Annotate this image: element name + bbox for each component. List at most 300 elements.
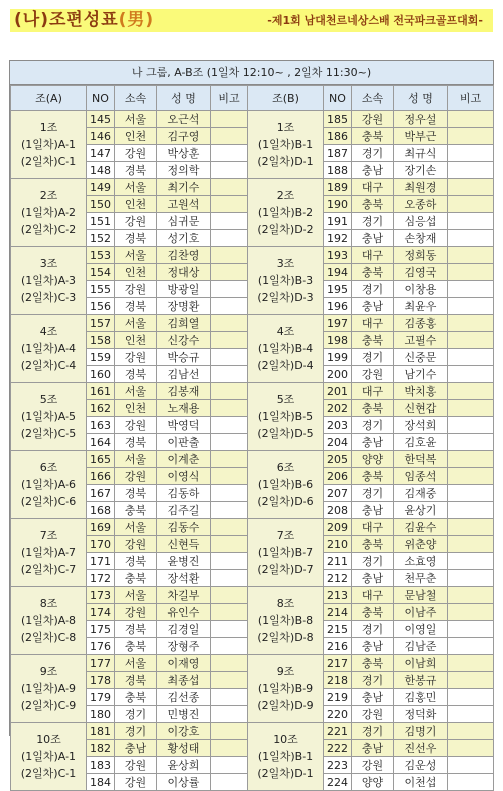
player-note	[211, 400, 248, 417]
player-no: 209	[324, 519, 352, 536]
player-note	[211, 196, 248, 213]
player-note	[448, 502, 494, 519]
player-name: 남기수	[394, 366, 448, 383]
player-name: 김홍민	[394, 689, 448, 706]
player-no: 148	[87, 162, 115, 179]
group-b-num: 7조	[276, 529, 295, 542]
player-name: 위춘양	[394, 536, 448, 553]
player-name: 김주길	[157, 502, 211, 519]
group-a-cell	[11, 519, 87, 587]
player-affiliation: 충남	[352, 162, 394, 179]
player-no: 221	[324, 723, 352, 740]
group-a-num: 2조	[39, 189, 58, 202]
player-note	[448, 417, 494, 434]
group-b-day2: (2일차)D-5	[257, 427, 314, 440]
player-no: 175	[87, 621, 115, 638]
player-affiliation: 경기	[352, 417, 394, 434]
player-name: 김구영	[157, 128, 211, 145]
group-a-day2: (2일차)C-7	[20, 563, 77, 576]
player-affiliation: 대구	[352, 383, 394, 400]
player-note	[211, 451, 248, 468]
player-affiliation: 대구	[352, 315, 394, 332]
player-affiliation: 경북	[115, 434, 157, 451]
player-no: 200	[324, 366, 352, 383]
player-no: 189	[324, 179, 352, 196]
group-b-num: 10조	[273, 733, 298, 746]
player-no: 206	[324, 468, 352, 485]
group-b-day1: (1일차)B-1	[257, 750, 314, 763]
player-note	[211, 519, 248, 536]
player-affiliation: 강원	[352, 757, 394, 774]
player-name: 차길부	[157, 587, 211, 604]
col-group-a: 조(A)	[11, 86, 87, 111]
player-name: 최윤우	[394, 298, 448, 315]
player-note	[211, 570, 248, 587]
player-affiliation: 강원	[352, 366, 394, 383]
group-b-day1: (1일차)B-2	[257, 206, 314, 219]
player-note	[211, 349, 248, 366]
player-name: 이재영	[157, 655, 211, 672]
player-note	[211, 417, 248, 434]
player-no: 180	[87, 706, 115, 723]
player-no: 152	[87, 230, 115, 247]
group-a-day1: (1일차)A-6	[20, 478, 77, 491]
player-note	[211, 740, 248, 757]
player-affiliation: 경기	[352, 349, 394, 366]
player-note	[211, 638, 248, 655]
player-note	[211, 366, 248, 383]
group-a-num: 9조	[39, 665, 58, 678]
player-no: 160	[87, 366, 115, 383]
player-name: 심응섭	[394, 213, 448, 230]
player-no: 168	[87, 502, 115, 519]
player-note	[448, 298, 494, 315]
player-name: 김남선	[157, 366, 211, 383]
player-name: 이영일	[394, 621, 448, 638]
player-note	[448, 383, 494, 400]
group-b-day1: (1일차)B-9	[257, 682, 314, 695]
player-name: 이계춘	[157, 451, 211, 468]
player-affiliation: 경기	[115, 723, 157, 740]
group-b-cell	[248, 587, 324, 655]
col-name: 성 명	[157, 86, 211, 111]
group-b-day2: (2일차)D-2	[257, 223, 314, 236]
group-b-num: 6조	[276, 461, 295, 474]
player-no: 205	[324, 451, 352, 468]
group-b-day2: (2일차)D-9	[257, 699, 314, 712]
player-note	[211, 128, 248, 145]
player-name: 김찬영	[157, 247, 211, 264]
col-affiliation: 소속	[115, 86, 157, 111]
group-a-num: 10조	[36, 733, 61, 746]
player-name: 김운성	[394, 757, 448, 774]
player-name: 김동하	[157, 485, 211, 502]
player-name: 이남주	[394, 604, 448, 621]
player-name: 박치홍	[394, 383, 448, 400]
player-affiliation: 충남	[352, 638, 394, 655]
player-note	[448, 604, 494, 621]
group-a-day2: (2일차)C-2	[20, 223, 77, 236]
group-a-cell	[11, 315, 87, 383]
player-affiliation: 충남	[352, 502, 394, 519]
player-name: 최원경	[394, 179, 448, 196]
player-note	[211, 162, 248, 179]
player-no: 170	[87, 536, 115, 553]
player-no: 184	[87, 774, 115, 791]
player-name: 김봉재	[157, 383, 211, 400]
group-a-day2: (2일차)C-1	[20, 767, 77, 780]
player-note	[211, 502, 248, 519]
table-row	[11, 315, 494, 332]
player-name: 장형주	[157, 638, 211, 655]
player-note	[211, 434, 248, 451]
table-row	[11, 451, 494, 468]
player-name: 한봉규	[394, 672, 448, 689]
player-no: 167	[87, 485, 115, 502]
group-b-cell	[248, 723, 324, 791]
group-b-day1: (1일차)B-5	[257, 410, 314, 423]
player-note	[448, 196, 494, 213]
player-affiliation: 강원	[115, 468, 157, 485]
player-note	[448, 485, 494, 502]
player-name: 신강수	[157, 332, 211, 349]
player-note	[448, 451, 494, 468]
player-note	[211, 145, 248, 162]
player-no: 223	[324, 757, 352, 774]
player-affiliation: 강원	[115, 536, 157, 553]
player-name: 최종섭	[157, 672, 211, 689]
player-no: 150	[87, 196, 115, 213]
player-affiliation: 경기	[352, 145, 394, 162]
player-note	[211, 672, 248, 689]
player-name: 정우설	[394, 111, 448, 128]
player-no: 208	[324, 502, 352, 519]
player-note	[448, 672, 494, 689]
player-name: 손창재	[394, 230, 448, 247]
player-name: 민병진	[157, 706, 211, 723]
player-note	[448, 774, 494, 791]
group-a-day1: (1일차)A-7	[20, 546, 77, 559]
player-name: 김동수	[157, 519, 211, 536]
group-b-day2: (2일차)D-7	[257, 563, 314, 576]
player-no: 190	[324, 196, 352, 213]
player-no: 185	[324, 111, 352, 128]
group-b-cell	[248, 383, 324, 451]
player-no: 165	[87, 451, 115, 468]
player-note	[448, 570, 494, 587]
player-affiliation: 충북	[352, 536, 394, 553]
player-affiliation: 인천	[115, 332, 157, 349]
player-note	[448, 468, 494, 485]
player-name: 신현갑	[394, 400, 448, 417]
player-note	[448, 723, 494, 740]
player-affiliation: 경기	[352, 723, 394, 740]
player-no: 219	[324, 689, 352, 706]
player-no: 178	[87, 672, 115, 689]
col-affiliation: 소속	[352, 86, 394, 111]
group-b-cell	[248, 111, 324, 179]
player-name: 김남준	[394, 638, 448, 655]
player-note	[448, 587, 494, 604]
player-affiliation: 서울	[115, 383, 157, 400]
player-affiliation: 인천	[115, 128, 157, 145]
player-name: 장석환	[157, 570, 211, 587]
player-affiliation: 경기	[352, 553, 394, 570]
title-bar	[10, 9, 493, 32]
player-affiliation: 서울	[115, 315, 157, 332]
player-affiliation: 충북	[352, 196, 394, 213]
page-subtitle: -제1회 남대천르네상스배 전국파크골프대회-	[267, 14, 483, 27]
player-affiliation: 충북	[115, 502, 157, 519]
player-affiliation: 충남	[352, 689, 394, 706]
group-b-day1: (1일차)B-8	[257, 614, 314, 627]
player-affiliation: 경북	[115, 298, 157, 315]
player-affiliation: 대구	[352, 519, 394, 536]
player-note	[448, 332, 494, 349]
table-row	[11, 723, 494, 740]
group-a-num: 6조	[39, 461, 58, 474]
player-no: 156	[87, 298, 115, 315]
player-name: 김선종	[157, 689, 211, 706]
player-affiliation: 충남	[115, 740, 157, 757]
player-affiliation: 인천	[115, 196, 157, 213]
player-no: 217	[324, 655, 352, 672]
player-name: 이강호	[157, 723, 211, 740]
player-note	[448, 536, 494, 553]
player-name: 김영국	[394, 264, 448, 281]
player-affiliation: 충남	[352, 434, 394, 451]
player-affiliation: 충북	[352, 655, 394, 672]
player-no: 157	[87, 315, 115, 332]
player-name: 한덕복	[394, 451, 448, 468]
player-note	[448, 128, 494, 145]
player-no: 218	[324, 672, 352, 689]
player-note	[448, 111, 494, 128]
player-affiliation: 경북	[115, 366, 157, 383]
player-note	[211, 468, 248, 485]
player-affiliation: 강원	[115, 604, 157, 621]
player-note	[448, 400, 494, 417]
player-name: 장기손	[394, 162, 448, 179]
player-name: 이영식	[157, 468, 211, 485]
group-b-day2: (2일차)D-6	[257, 495, 314, 508]
group-a-cell	[11, 587, 87, 655]
group-b-num: 2조	[276, 189, 295, 202]
player-affiliation: 경기	[352, 672, 394, 689]
group-a-num: 3조	[39, 257, 58, 270]
group-a-day1: (1일차)A-9	[20, 682, 77, 695]
player-no: 187	[324, 145, 352, 162]
player-no: 146	[87, 128, 115, 145]
table-row	[11, 519, 494, 536]
player-note	[211, 757, 248, 774]
group-b-day2: (2일차)D-1	[257, 155, 314, 168]
group-a-cell	[11, 451, 87, 519]
table-row	[11, 111, 494, 128]
player-no: 220	[324, 706, 352, 723]
player-note	[448, 434, 494, 451]
player-name: 정덕화	[394, 706, 448, 723]
player-name: 이남희	[394, 655, 448, 672]
player-name: 김희열	[157, 315, 211, 332]
player-name: 고필수	[394, 332, 448, 349]
player-no: 212	[324, 570, 352, 587]
player-name: 신현득	[157, 536, 211, 553]
player-note	[448, 638, 494, 655]
player-name: 진선우	[394, 740, 448, 757]
player-no: 183	[87, 757, 115, 774]
player-affiliation: 경기	[352, 281, 394, 298]
player-no: 188	[324, 162, 352, 179]
player-no: 161	[87, 383, 115, 400]
group-b-day1: (1일차)B-6	[257, 478, 314, 491]
column-header-row	[11, 86, 494, 111]
player-no: 171	[87, 553, 115, 570]
group-a-day1: (1일차)A-8	[20, 614, 77, 627]
player-affiliation: 강원	[115, 774, 157, 791]
player-no: 201	[324, 383, 352, 400]
player-note	[448, 706, 494, 723]
player-no: 177	[87, 655, 115, 672]
group-b-day1: (1일차)B-4	[257, 342, 314, 355]
player-name: 김종홍	[394, 315, 448, 332]
player-no: 207	[324, 485, 352, 502]
player-no: 194	[324, 264, 352, 281]
player-affiliation: 강원	[115, 417, 157, 434]
player-note	[448, 553, 494, 570]
player-name: 최규식	[394, 145, 448, 162]
group-b-day2: (2일차)D-8	[257, 631, 314, 644]
group-b-num: 1조	[276, 121, 295, 134]
player-name: 오근석	[157, 111, 211, 128]
group-a-num: 7조	[39, 529, 58, 542]
title-prefix: (나)조편성표	[14, 10, 119, 30]
group-a-cell	[11, 383, 87, 451]
group-a-num: 5조	[39, 393, 58, 406]
col-no: NO	[87, 86, 115, 111]
group-a-day1: (1일차)A-1	[20, 138, 77, 151]
title-accent: (男)	[118, 10, 155, 30]
player-affiliation: 서울	[115, 655, 157, 672]
player-affiliation: 대구	[352, 247, 394, 264]
player-name: 박상훈	[157, 145, 211, 162]
player-affiliation: 대구	[352, 587, 394, 604]
player-no: 147	[87, 145, 115, 162]
player-affiliation: 충남	[352, 298, 394, 315]
table-row	[11, 383, 494, 400]
player-note	[211, 774, 248, 791]
player-note	[448, 315, 494, 332]
player-note	[211, 553, 248, 570]
player-no: 213	[324, 587, 352, 604]
player-name: 방광일	[157, 281, 211, 298]
player-affiliation: 충북	[115, 570, 157, 587]
player-affiliation: 경기	[352, 621, 394, 638]
player-affiliation: 대구	[352, 179, 394, 196]
group-b-num: 9조	[276, 665, 295, 678]
player-no: 163	[87, 417, 115, 434]
player-affiliation: 강원	[115, 757, 157, 774]
player-no: 215	[324, 621, 352, 638]
player-name: 장석희	[394, 417, 448, 434]
player-affiliation: 충남	[352, 570, 394, 587]
player-no: 153	[87, 247, 115, 264]
pairing-table-body	[11, 111, 494, 791]
player-affiliation: 충북	[352, 604, 394, 621]
player-name: 임종석	[394, 468, 448, 485]
player-affiliation: 경북	[115, 230, 157, 247]
player-name: 김명기	[394, 723, 448, 740]
player-affiliation: 서울	[115, 519, 157, 536]
player-affiliation: 강원	[115, 145, 157, 162]
player-no: 162	[87, 400, 115, 417]
player-name: 박영덕	[157, 417, 211, 434]
player-note	[211, 604, 248, 621]
group-a-cell	[11, 247, 87, 315]
player-name: 이판출	[157, 434, 211, 451]
player-affiliation: 충북	[352, 264, 394, 281]
group-b-num: 4조	[276, 325, 295, 338]
player-note	[211, 298, 248, 315]
player-note	[211, 723, 248, 740]
group-b-day2: (2일차)D-1	[257, 767, 314, 780]
player-affiliation: 강원	[115, 213, 157, 230]
player-affiliation: 서울	[115, 451, 157, 468]
player-name: 신중문	[394, 349, 448, 366]
player-no: 159	[87, 349, 115, 366]
player-note	[448, 621, 494, 638]
player-affiliation: 강원	[115, 349, 157, 366]
group-a-day2: (2일차)C-4	[20, 359, 77, 372]
table-row	[11, 247, 494, 264]
group-b-cell	[248, 247, 324, 315]
player-note	[448, 519, 494, 536]
player-no: 195	[324, 281, 352, 298]
player-no: 204	[324, 434, 352, 451]
player-no: 191	[324, 213, 352, 230]
player-affiliation: 강원	[115, 281, 157, 298]
player-note	[211, 536, 248, 553]
player-no: 216	[324, 638, 352, 655]
player-no: 192	[324, 230, 352, 247]
player-name: 이천섭	[394, 774, 448, 791]
group-b-num: 8조	[276, 597, 295, 610]
player-note	[448, 689, 494, 706]
player-note	[211, 332, 248, 349]
group-a-num: 4조	[39, 325, 58, 338]
player-affiliation: 충남	[352, 230, 394, 247]
player-note	[448, 264, 494, 281]
schedule-sheet	[9, 60, 494, 789]
group-a-cell	[11, 179, 87, 247]
player-no: 155	[87, 281, 115, 298]
table-row	[11, 655, 494, 672]
group-a-num: 8조	[39, 597, 58, 610]
player-note	[448, 281, 494, 298]
player-affiliation: 충북	[352, 128, 394, 145]
player-name: 장명환	[157, 298, 211, 315]
group-a-day1: (1일차)A-3	[20, 274, 77, 287]
player-name: 최기수	[157, 179, 211, 196]
player-affiliation: 경기	[115, 706, 157, 723]
player-note	[211, 485, 248, 502]
group-a-day2: (2일차)C-6	[20, 495, 77, 508]
player-note	[448, 162, 494, 179]
player-name: 정희동	[394, 247, 448, 264]
player-note	[448, 230, 494, 247]
player-no: 164	[87, 434, 115, 451]
group-header: 나 그룹, A-B조 (1일차 12:10~ , 2일차 11:30~)	[10, 61, 493, 85]
